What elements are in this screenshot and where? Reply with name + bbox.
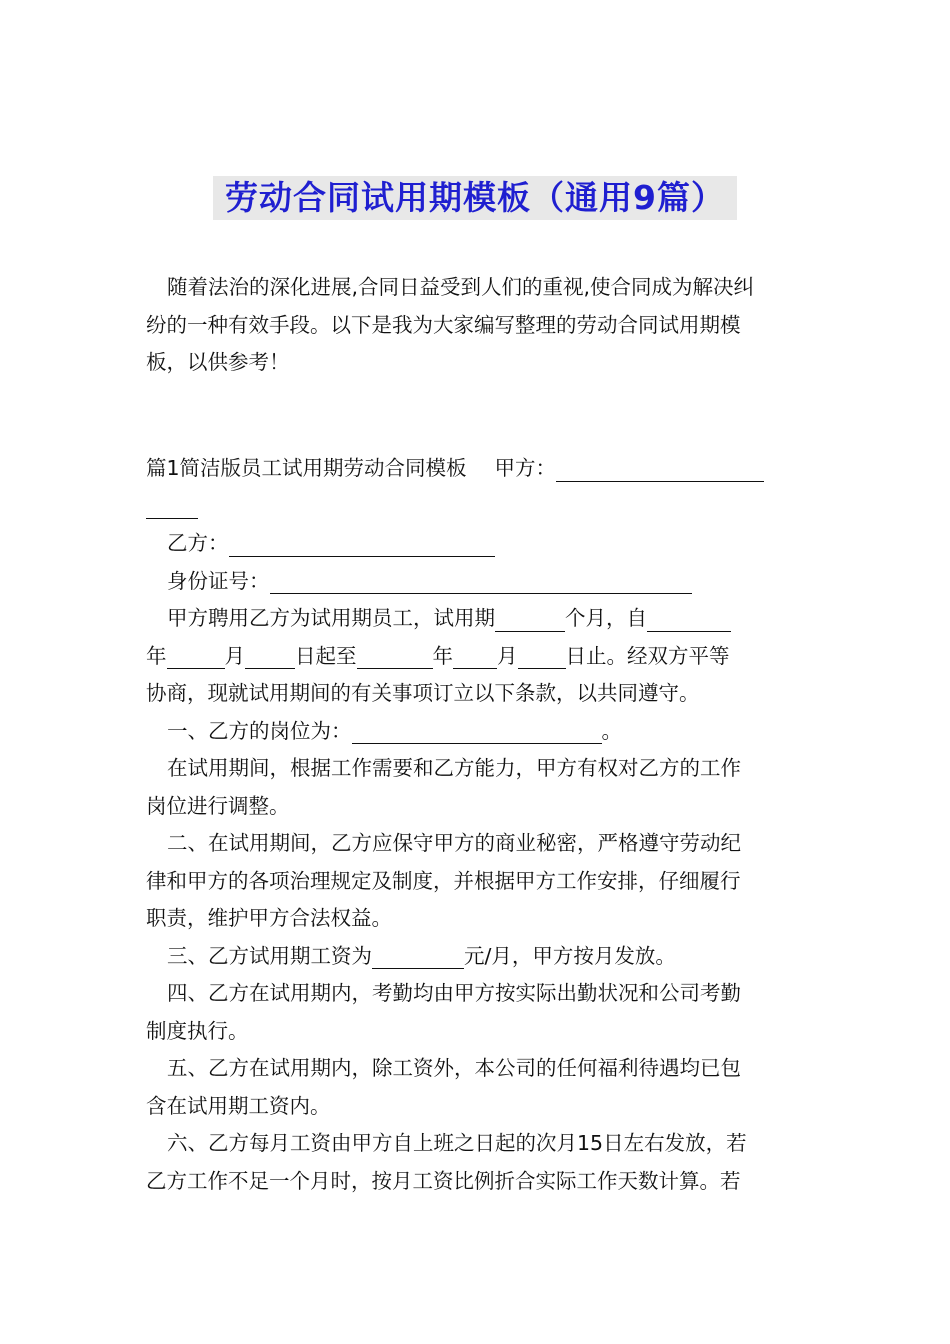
clause-text: 甲方聘用乙方为试用期员工，试用期 xyxy=(167,606,495,630)
intro-paragraph xyxy=(146,269,806,382)
probation-line-1 xyxy=(146,600,806,638)
party-a-blank xyxy=(556,457,764,482)
clause-2-line: 律和甲方的各项治理规定及制度，并根据甲方工作安排，仔细履行 xyxy=(146,868,741,893)
document-title: 劳动合同试用期模板（通用9篇） xyxy=(213,176,737,220)
blank-line xyxy=(357,644,433,669)
id-line xyxy=(146,563,806,601)
clause-3-line xyxy=(146,938,806,976)
months-blank xyxy=(495,607,565,632)
blank-line xyxy=(518,644,566,669)
blank-line xyxy=(453,644,497,669)
clause-5-line: 含在试用期工资内。 xyxy=(146,1093,331,1118)
clause-2-line: 二、在试用期间，乙方应保守甲方的商业秘密，严格遵守劳动纪 xyxy=(167,831,741,855)
clause-2-line: 职责，维护甲方合法权益。 xyxy=(146,906,392,930)
wage-blank xyxy=(372,944,464,969)
clause-text: 。 xyxy=(601,718,622,743)
intro-line: 随着法治的深化进展,合同日益受到人们的重视,使合同成为解决纠 xyxy=(167,275,755,299)
clause-1-line xyxy=(146,713,806,751)
probation-line-3: 协商，现就试用期间的有关事项订立以下条款，以共同遵守。 xyxy=(146,681,700,705)
clause-4-line: 四、乙方在试用期内，考勤均由甲方按实际出勤状况和公司考勤 xyxy=(167,981,741,1005)
clause-text: 一、乙方的岗位为： xyxy=(167,718,352,743)
clause-6-line: 乙方工作不足一个月时，按月工资比例折合实际工作天数计算。若 xyxy=(146,1168,741,1193)
title-container xyxy=(0,176,950,220)
clause-text: 年 xyxy=(146,643,167,668)
clause-4-line: 制度执行。 xyxy=(146,1018,249,1043)
clause-text: 三、乙方试用期工资为 xyxy=(167,943,372,968)
id-blank xyxy=(270,569,692,594)
clause-text: 年 xyxy=(432,643,453,668)
clause-text: 日起至 xyxy=(295,643,357,668)
blank-line xyxy=(146,494,198,519)
party-b-line xyxy=(146,525,806,563)
clause-text: 元/月，甲方按月发放。 xyxy=(464,943,676,968)
clause-6-line: 六、乙方每月工资由甲方自上班之日起的次月15日左右发放，若 xyxy=(167,1131,747,1155)
clause-1-para-line: 在试用期间，根据工作需要和乙方能力，甲方有权对乙方的工作 xyxy=(167,756,741,780)
party-a-label: 甲方： xyxy=(494,456,557,480)
section-heading-line xyxy=(146,450,806,488)
party-b-label: 乙方： xyxy=(167,531,229,555)
party-a-blank-continuation xyxy=(146,488,806,526)
probation-line-2 xyxy=(146,638,806,676)
party-b-blank xyxy=(229,532,495,557)
clause-5-line: 五、乙方在试用期内，除工资外，本公司的任何福利待遇均已包 xyxy=(167,1056,741,1080)
blank-line xyxy=(245,644,295,669)
clause-text: 月 xyxy=(224,643,245,668)
intro-line: 板，以供参考！ xyxy=(146,350,290,374)
clause-1-para-line: 岗位进行调整。 xyxy=(146,793,290,818)
contract-section xyxy=(146,450,806,1200)
blank-line xyxy=(167,644,225,669)
start-year-blank xyxy=(647,607,731,632)
id-label: 身份证号： xyxy=(167,568,270,593)
clause-text: 月 xyxy=(497,643,518,668)
intro-line: 纷的一种有效手段。以下是我为大家编写整理的劳动合同试用期模 xyxy=(146,312,741,337)
position-blank xyxy=(352,719,602,744)
section-heading: 篇1简洁版员工试用期劳动合同模板 xyxy=(146,456,467,480)
clause-text: 个月，自 xyxy=(565,606,647,630)
clause-text: 日止。经双方平等 xyxy=(565,643,730,668)
